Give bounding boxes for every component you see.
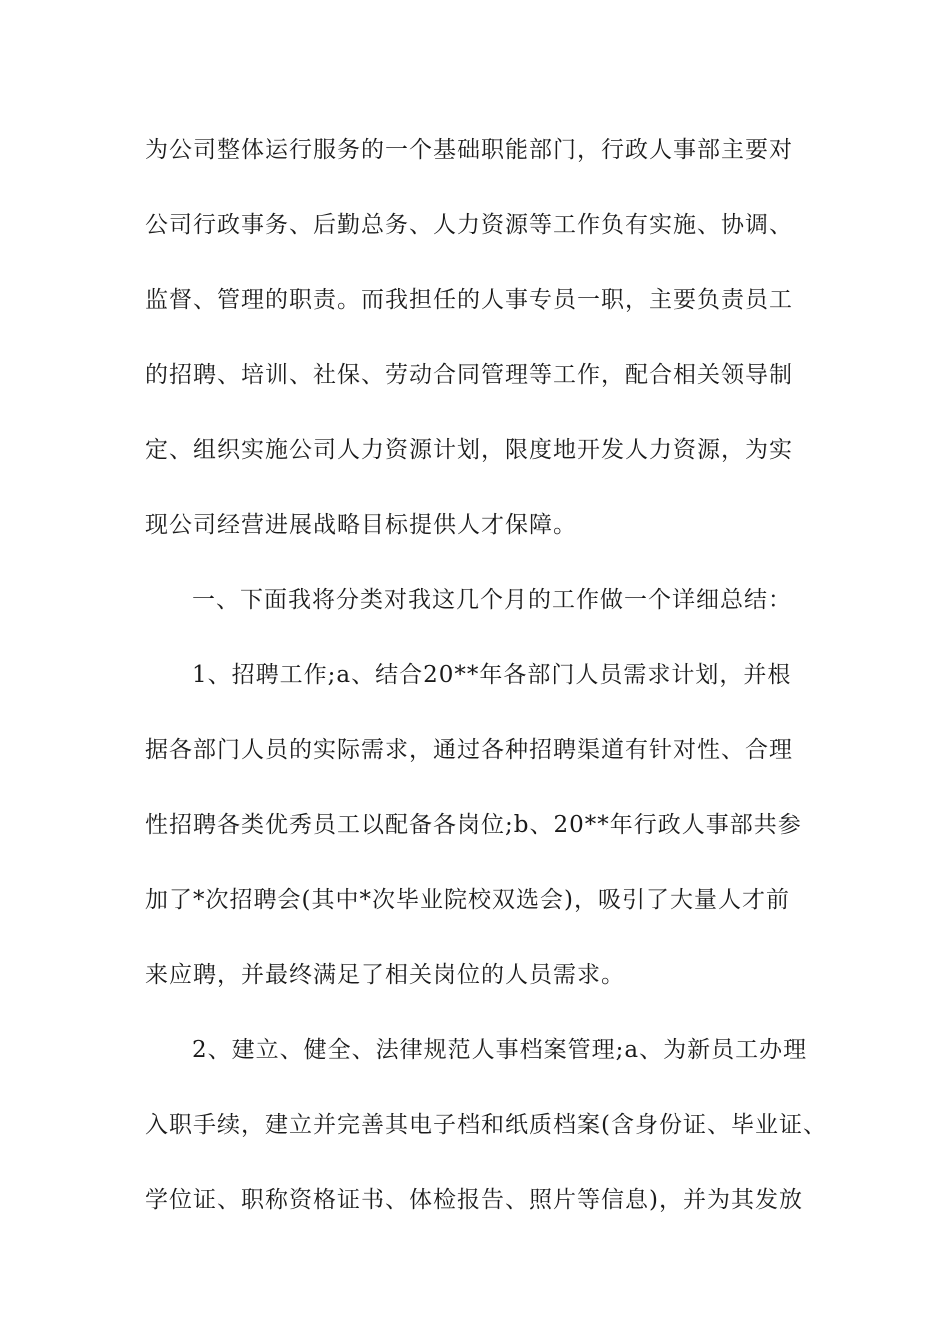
body-text-line: 公司行政事务、后勤总务、人力资源等工作负有实施、协调、 [145,212,793,238]
body-text-line: 性招聘各类优秀员工以配备各岗位;b、20**年行政人事部共参 [145,812,802,838]
body-text-line: 现公司经营进展战略目标提供人才保障。 [145,512,577,538]
body-text-line: 加了*次招聘会(其中*次毕业院校双选会)，吸引了大量人才前 [145,887,790,913]
body-text-line: 来应聘，并最终满足了相关岗位的人员需求。 [145,962,625,988]
body-text-line: 为公司整体运行服务的一个基础职能部门，行政人事部主要对 [145,137,793,163]
body-text-line: 入职手续，建立并完善其电子档和纸质档案(含身份证、毕业证、 [145,1112,827,1138]
body-text-line: 据各部门人员的实际需求，通过各种招聘渠道有针对性、合理 [145,737,793,763]
body-text-line: 的招聘、培训、社保、劳动合同管理等工作，配合相关领导制 [145,362,793,388]
body-text-line: 监督、管理的职责。而我担任的人事专员一职，主要负责员工 [145,287,793,313]
body-text-line: 2、建立、健全、法律规范人事档案管理;a、为新员工办理 [192,1037,808,1063]
section-heading: 一、下面我将分类对我这几个月的工作做一个详细总结： [192,587,792,613]
body-text-line: 学位证、职称资格证书、体检报告、照片等信息)，并为其发放 [145,1187,803,1213]
body-text-line: 1、招聘工作;a、结合20**年各部门人员需求计划，并根 [192,662,792,688]
body-text-line: 定、组织实施公司人力资源计划，限度地开发人力资源，为实 [145,437,793,463]
